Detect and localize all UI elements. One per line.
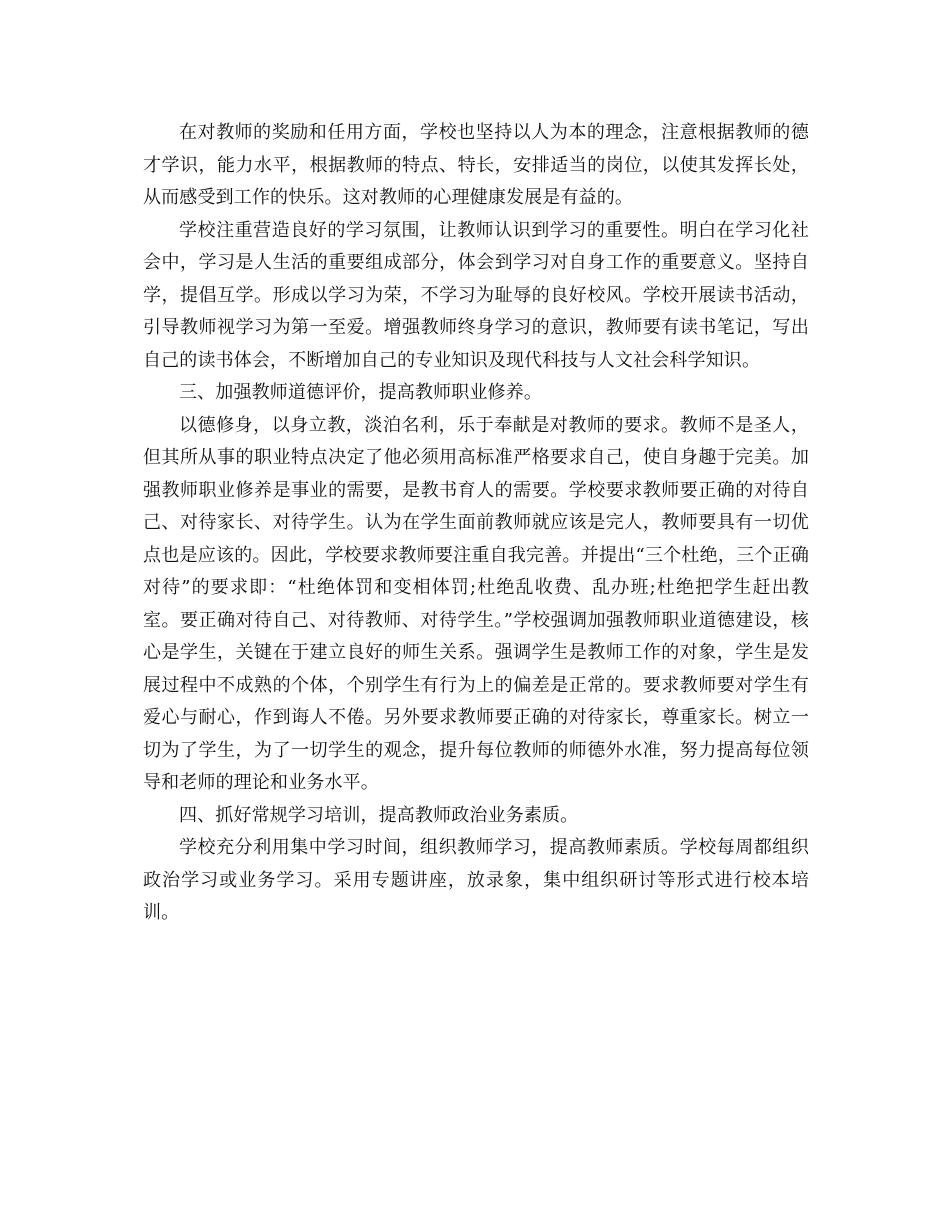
paragraph-teacher-rewards: 在对教师的奖励和任用方面，学校也坚持以人为本的理念，注意根据教师的德才学识，能力水平，根据教师的特点、特长，安排适当的岗位，以使其发挥长处，从而感受到工作的快乐。这对教师的心理健康发展是有益的。	[143, 122, 809, 208]
paragraph-ethics: 以德修身，以身立教，淡泊名利，乐于奉献是对教师的要求。教师不是圣人，但其所从事的职业特点决定了他必须用高标准严格要求自己，使自身趣于完美。加强教师职业修养是事业的需要，是教书育人的需要。学校要求教师要正确的对待自己、对待家长、对待学生。认为在学生面前教师就应该是完人，教师要具有一切优点也是应该的。因此，学校要求教师要注重自我完善。并提出“三个杜绝，三个正确对待”的要求即：“杜绝体罚和变相体罚;杜绝乱收费、乱办班;杜绝把学生赶出教室。要正确对待自己、对待教师、对待学生。”学校强调加强教师职业道德建设，核心是学生，关键在于建立良好的师生关系。强调学生是教师工作的对象，学生是发展过程中不成熟的个体，个别学生有行为上的偏差是正常的。要求教师要对学生有爱心与耐心，作到诲人不倦。另外要求教师要正确的对待家长，尊重家长。树立一切为了学生，为了一切学生的观念，提升每位教师的师德外水准，努力提高每位领导和老师的理论和业务水平。	[143, 414, 809, 793]
paragraph-training: 学校充分利用集中学习时间，组织教师学习，提高教师素质。学校每周都组织政治学习或业务学习。采用专题讲座，放录象，集中组织研讨等形式进行校本培训。	[143, 837, 809, 923]
section-heading-training: 四、抓好常规学习培训，提高教师政治业务素质。	[179, 804, 579, 826]
paragraph-learning-atmosphere: 学校注重营造良好的学习氛围，让教师认识到学习的重要性。明白在学习化社会中，学习是人生活的重要组成部分，体会到学习对自身工作的重要意义。坚持自学，提倡互学。形成以学习为荣，不学习为耻辱的良好校风。学校开展读书活动，引导教师视学习为第一至爱。增强教师终身学习的意识，教师要有读书笔记，写出自己的读书体会，不断增加自己的专业知识及现代科技与人文社会科学知识。	[143, 219, 809, 371]
document-page	[143, 117, 809, 930]
section-heading-ethics: 三、加强教师道德评价，提高教师职业修养。	[179, 382, 542, 403]
